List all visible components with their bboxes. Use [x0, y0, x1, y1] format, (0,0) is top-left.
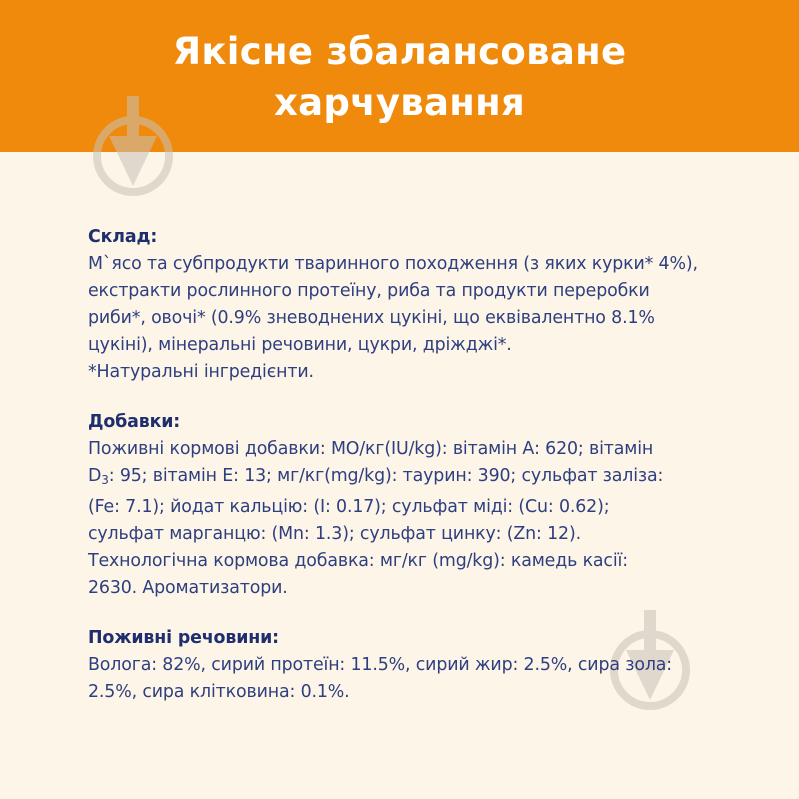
download-arrow-circle-icon: [93, 96, 173, 200]
composition-line: риби*, овочі* (0.9% зневоднених цукіні, що еквівалентно 8.1%: [88, 308, 655, 328]
section-title-composition: Склад:: [88, 227, 158, 247]
additives-line-d3: [88, 463, 728, 494]
composition-line: цукіні), мінеральні речовини, цукри, дріжджі*.: [88, 335, 512, 355]
additives-line: (Fe: 7.1); йодат кальцію: (I: 0.17); сульфат міді: (Cu: 0.62);: [88, 497, 610, 517]
natural-ingredients-note: *Натуральні інгредієнти.: [88, 362, 314, 382]
nutrients-line: Волога: 82%, сирий протеїн: 11.5%, сирий жир: 2.5%, сира зола:: [88, 655, 672, 675]
vitamin-d-subscript: 3: [101, 473, 109, 487]
vitamin-d-letter: D: [88, 466, 102, 486]
section-nutrients: [88, 625, 728, 706]
additives-line: Технологічна кормова добавка: мг/кг (mg/kg): камедь касії:: [88, 551, 628, 571]
additives-line: 2630. Ароматизатори.: [88, 578, 288, 598]
title-line-2: харчування: [273, 81, 526, 124]
composition-content: [88, 224, 728, 729]
section-title-additives: Добавки:: [88, 412, 181, 432]
title-line-1: Якісне збалансоване: [172, 30, 627, 73]
nutrients-line: 2.5%, сира клітковина: 0.1%.: [88, 682, 350, 702]
section-title-nutrients: Поживні речовини:: [88, 628, 279, 648]
composition-line: М`ясо та субпродукти тваринного походження (з яких курки* 4%),: [88, 254, 698, 274]
additives-line: Поживні кормові добавки: МО/кг(IU/kg): вітамін А: 620; вітамін: [88, 439, 654, 459]
additives-line-d3-rest: : 95; вітамін Е: 13; мг/кг(mg/kg): таурин: 390; сульфат заліза:: [108, 466, 664, 486]
section-composition: [88, 224, 728, 386]
additives-line: сульфат марганцю: (Mn: 1.3); сульфат цинку: (Zn: 12).: [88, 524, 581, 544]
section-additives: [88, 409, 728, 602]
composition-line: екстракти рослинного протеїну, риба та продукти переробки: [88, 281, 650, 301]
